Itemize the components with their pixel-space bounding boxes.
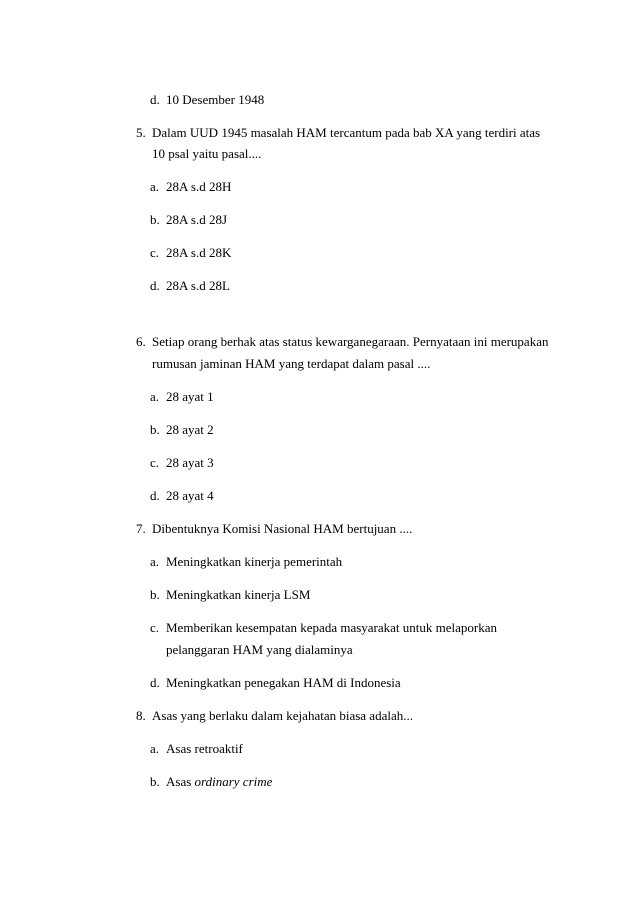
option-label: d. (150, 92, 160, 107)
option-label: a. (150, 741, 160, 756)
option-label: b. (150, 774, 160, 789)
question-number: 7. (136, 521, 146, 536)
option-text: 28 ayat 2 (166, 422, 214, 437)
question-number: 6. (136, 334, 146, 349)
option-text: 28 ayat 1 (166, 389, 214, 404)
question-number: 8. (136, 708, 146, 723)
question-text-line: Setiap orang berhak atas status kewarganegaraan. Pernyataan ini merupakan (152, 334, 549, 349)
option-text: 28 ayat 3 (166, 455, 214, 470)
question-text-line: Dibentuknya Komisi Nasional HAM bertujuan .... (152, 521, 413, 536)
option-label: d. (150, 675, 160, 690)
option-text-line: Memberikan kesempatan kepada masyarakat untuk melaporkan (166, 620, 498, 635)
option-text: 10 Desember 1948 (166, 92, 265, 107)
option-text: Meningkatkan penegakan HAM di Indonesia (166, 675, 401, 690)
option-label: d. (150, 488, 160, 503)
option-text: Asas retroaktif (166, 741, 243, 756)
option-text-line: pelanggaran HAM yang dialaminya (166, 642, 353, 657)
option-label: a. (150, 389, 160, 404)
option-text: 28A s.d 28J (166, 212, 228, 227)
option-text: 28A s.d 28L (166, 278, 230, 293)
option-label: c. (150, 245, 160, 260)
option-label: b. (150, 587, 160, 602)
option-label: a. (150, 554, 160, 569)
question-text-line: Asas yang berlaku dalam kejahatan biasa adalah... (152, 708, 413, 723)
option-text: Meningkatkan kinerja pemerintah (166, 554, 343, 569)
option-label: c. (150, 620, 160, 635)
option-text-prefix: Asas (166, 774, 192, 789)
question-text-line: Dalam UUD 1945 masalah HAM tercantum pada bab XA yang terdiri atas (152, 125, 541, 140)
option-text-italic: ordinary crime (194, 774, 273, 789)
option-label: b. (150, 212, 160, 227)
question-text-line: rumusan jaminan HAM yang terdapat dalam pasal .... (152, 356, 431, 371)
option-label: b. (150, 422, 160, 437)
option-text (166, 774, 272, 790)
option-text: 28A s.d 28H (166, 179, 232, 194)
option-label: d. (150, 278, 160, 293)
question-text-line: 10 psal yaitu pasal.... (152, 146, 262, 161)
option-label: a. (150, 179, 160, 194)
option-label: c. (150, 455, 160, 470)
option-text: 28 ayat 4 (166, 488, 214, 503)
option-text: Meningkatkan kinerja LSM (166, 587, 311, 602)
question-number: 5. (136, 125, 146, 140)
option-text: 28A s.d 28K (166, 245, 232, 260)
